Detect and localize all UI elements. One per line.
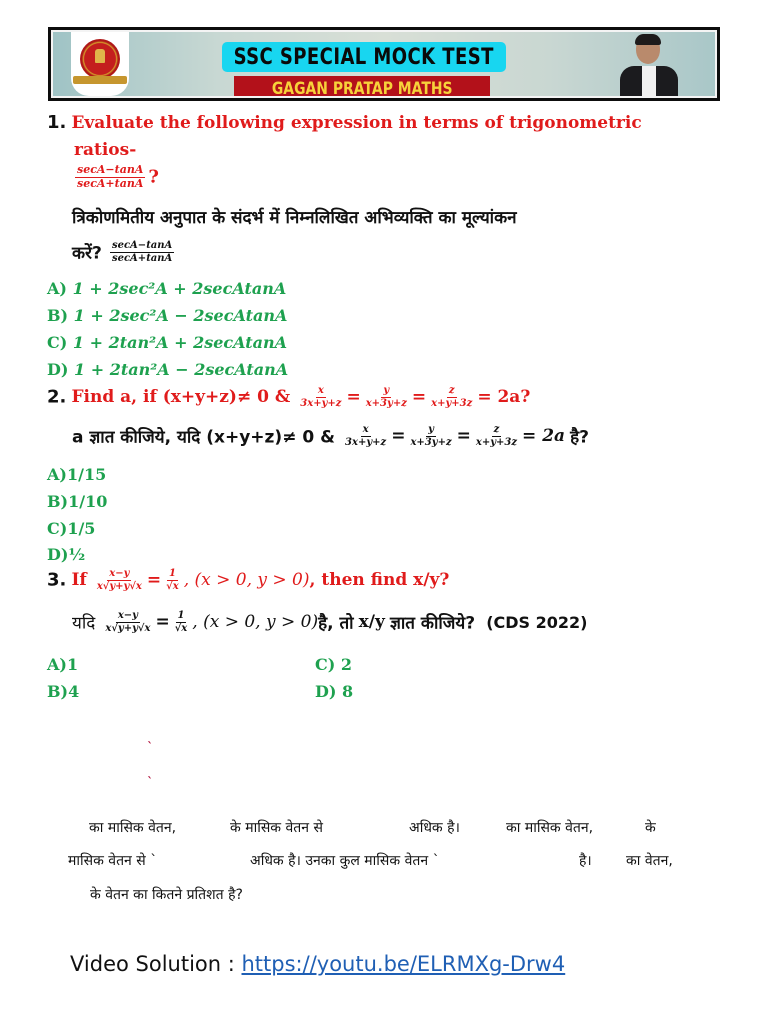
q1-option-c-label: C) — [47, 333, 68, 352]
q2-header — [47, 385, 530, 409]
q1-hindi-line2 — [72, 240, 177, 264]
q2-hindi-line — [72, 424, 589, 448]
video-solution-label: Video Solution : — [70, 952, 242, 976]
header-banner — [48, 27, 720, 101]
presenter-hair — [635, 34, 661, 45]
q1-option-a-label: A) — [47, 279, 67, 298]
q1-option-c[interactable] — [47, 333, 287, 352]
q2-hindi-frac-y-den: x+3y+z — [410, 436, 452, 448]
q1-option-c-text: 1 + 2tan²A + 2secAtanA — [72, 333, 288, 352]
fragment-l1-seg2: के मासिक वेतन से — [230, 820, 323, 836]
q3-frac2-den: √x — [166, 580, 179, 592]
q1-option-a[interactable] — [47, 279, 286, 298]
q3-option-b-text: 4 — [68, 682, 80, 701]
q1-hindi-fraction-den: secA+tanA — [111, 252, 173, 264]
q3-english-prefix: If — [71, 570, 87, 590]
q2-option-d-label: D) — [47, 545, 69, 564]
q2-fraction-z — [429, 385, 474, 409]
q2-hindi-suffix-math: = 2a — [522, 426, 566, 446]
video-solution-line — [70, 952, 565, 976]
q2-option-c[interactable] — [47, 519, 95, 538]
fragment-l1-seg3: अधिक है। — [409, 820, 460, 836]
q2-hindi-equals-1: = — [391, 426, 406, 446]
q2-equals-1: = — [346, 387, 361, 407]
q3-hindi-condition: , (x > 0, y > 0) — [192, 612, 319, 632]
q3-option-c-text: 2 — [340, 655, 353, 674]
fragment-l2-seg3: है। — [579, 853, 592, 869]
q3-hindi-frac1-den: x√y+y√x — [105, 622, 151, 634]
q1-option-b[interactable] — [47, 306, 287, 325]
q2-english-suffix: = 2a? — [477, 387, 531, 407]
q2-frac-y-den: x+3y+z — [365, 397, 407, 409]
q2-option-d-text: ½ — [68, 545, 86, 564]
q2-frac-y-num: y — [383, 385, 390, 396]
presenter-shirt — [642, 66, 656, 98]
q3-number: 3. — [47, 569, 67, 591]
q2-hindi-frac-y-num: y — [428, 424, 434, 435]
q1-english-line1: Evaluate the following expression in terms of trigonometric — [71, 113, 642, 133]
q2-option-a[interactable] — [47, 465, 106, 484]
q1-hindi-fraction-num: secA−tanA — [111, 240, 173, 251]
q3-option-b[interactable] — [47, 682, 79, 701]
q2-frac-z-num: z — [448, 385, 455, 396]
stray-tick-mark: ` — [147, 775, 153, 789]
q3-hindi-frac2-den: √x — [174, 622, 188, 634]
banner-title-box — [222, 42, 506, 72]
q2-hindi-frac-z-num: z — [493, 424, 500, 435]
q3-fraction2 — [164, 568, 181, 592]
q3-fraction1 — [95, 568, 144, 592]
q3-option-d[interactable] — [315, 682, 353, 701]
q3-hindi-equals: = — [155, 612, 170, 632]
q2-option-b-label: B) — [47, 492, 69, 511]
fragment-l2-seg2: अधिक है। उनका कुल मासिक वेतन ` — [250, 853, 440, 869]
banner-inner — [51, 30, 717, 98]
q3-hindi-fraction1 — [103, 610, 152, 634]
q1-option-b-label: B) — [47, 306, 69, 325]
q3-option-d-text: 8 — [342, 682, 354, 701]
q2-frac-z-den: x+y+3z — [431, 397, 473, 409]
q1-header — [47, 112, 642, 133]
q2-hindi-frac-x-den: 3x+y+z — [345, 436, 387, 448]
q3-english-suffix: , then find x/y? — [309, 570, 450, 590]
q1-hindi-text1: त्रिकोणमितीय अनुपात के संदर्भ में निम्नलिखित अभिव्यक्ति का मूल्यांकन — [72, 208, 517, 228]
q1-option-a-text: 1 + 2sec²A + 2secAtanA — [72, 279, 287, 298]
q2-fraction-y — [364, 385, 409, 409]
q2-hindi-fraction-z — [474, 424, 519, 448]
fragment-l1-seg1: का मासिक वेतन, — [89, 820, 177, 836]
q1-fraction-line — [72, 164, 159, 190]
q3-hindi-frac1-num: x−y — [117, 610, 138, 621]
video-solution-link[interactable]: https://youtu.be/ELRMXg-Drw4 — [241, 952, 566, 976]
q2-option-a-text: 1/15 — [66, 465, 107, 484]
fragment-l1-seg4: का मासिक वेतन, — [506, 820, 594, 836]
q1-option-d[interactable] — [47, 360, 288, 379]
q2-fraction-x — [298, 385, 343, 409]
q2-hindi-equals-2: = — [456, 426, 471, 446]
banner-subtitle: GAGAN PRATAP MATHS — [271, 79, 453, 98]
q3-option-d-label: D) — [315, 682, 337, 701]
q3-hindi-mid: है, तो — [318, 613, 354, 634]
q2-hindi-frac-x-num: x — [362, 424, 369, 435]
q2-option-a-label: A) — [47, 465, 67, 484]
q1-fraction — [75, 164, 145, 190]
q3-option-c[interactable] — [315, 655, 352, 674]
q1-option-d-label: D) — [47, 360, 69, 379]
q2-english-prefix: Find a, if (x+y+z)≠ 0 & — [71, 387, 291, 407]
fragment-l2-seg1: मासिक वेतन से ` — [68, 853, 158, 869]
q3-option-c-label: C) — [315, 655, 336, 674]
q2-frac-x-den: 3x+y+z — [300, 397, 342, 409]
q1-hindi-text2: करें? — [72, 243, 102, 264]
q3-hindi-suffix: ज्ञात कीजिये? — [390, 613, 476, 634]
banner-subtitle-box — [234, 76, 490, 98]
q1-hindi-line1 — [72, 205, 517, 228]
q1-fraction-num: secA−tanA — [77, 163, 144, 176]
fragment-l1-seg5: के — [645, 820, 656, 836]
logo-container — [71, 32, 129, 96]
q1-number: 1. — [47, 112, 67, 133]
q2-option-c-label: C) — [47, 519, 68, 538]
emblem-icon — [95, 49, 105, 63]
ssc-emblem-logo-icon — [80, 39, 120, 79]
banner-title: SSC SPECIAL MOCK TEST — [233, 44, 495, 70]
q2-hindi-fraction-y — [408, 424, 453, 448]
q3-option-a-text: 1 — [66, 655, 79, 674]
q3-source-tag: (CDS 2022) — [486, 612, 588, 632]
q3-frac1-den: x√y+y√x — [96, 580, 142, 592]
q3-option-b-label: B) — [47, 682, 69, 701]
q1-line2 — [74, 140, 136, 160]
q2-option-b-text: 1/10 — [68, 492, 108, 511]
q2-hindi-suffix: है? — [570, 427, 590, 448]
fragment-line3 — [90, 885, 243, 904]
q3-hindi-bold: x/y — [358, 612, 385, 632]
q2-hindi-fraction-x — [343, 424, 388, 448]
q2-number: 2. — [47, 386, 67, 408]
q1-fraction-den: secA+tanA — [77, 176, 144, 190]
q3-option-a[interactable] — [47, 655, 78, 674]
fragment-l2-seg4: का वेतन, — [626, 853, 673, 869]
q2-frac-x-num: x — [317, 385, 324, 396]
q3-condition: , (x > 0, y > 0) — [183, 570, 310, 590]
q3-frac1-num: x−y — [109, 568, 130, 579]
q3-option-a-label: A) — [47, 655, 67, 674]
presenter-photo — [618, 34, 680, 98]
q1-option-d-text: 1 + 2tan²A − 2secAtanA — [74, 360, 289, 379]
q2-equals-2: = — [411, 387, 427, 407]
q2-option-d[interactable] — [47, 545, 85, 564]
q3-hindi-line — [72, 610, 587, 634]
q1-hindi-fraction — [110, 240, 174, 264]
q2-hindi-prefix: a ज्ञात कीजिये, यदि (x+y+z)≠ 0 & — [72, 427, 335, 448]
q2-option-c-text: 1/5 — [67, 519, 96, 538]
logo-ribbon — [73, 76, 127, 84]
q3-hindi-prefix: यदि — [72, 613, 96, 634]
q1-question-mark: ? — [148, 166, 159, 188]
fragment-l3-text: के वेतन का कितने प्रतिशत है? — [90, 887, 243, 903]
q2-hindi-frac-z-den: x+y+3z — [475, 436, 518, 448]
q3-hindi-frac2-num: 1 — [177, 610, 185, 621]
q3-equals: = — [146, 570, 162, 590]
q2-option-b[interactable] — [47, 492, 107, 511]
q3-frac2-num: 1 — [168, 568, 176, 579]
q3-header — [47, 568, 449, 592]
stray-tick-mark: ` — [147, 740, 153, 754]
q3-hindi-fraction2 — [173, 610, 190, 634]
q1-english-line2: ratios- — [74, 140, 137, 160]
q1-option-b-text: 1 + 2sec²A − 2secAtanA — [73, 306, 288, 325]
